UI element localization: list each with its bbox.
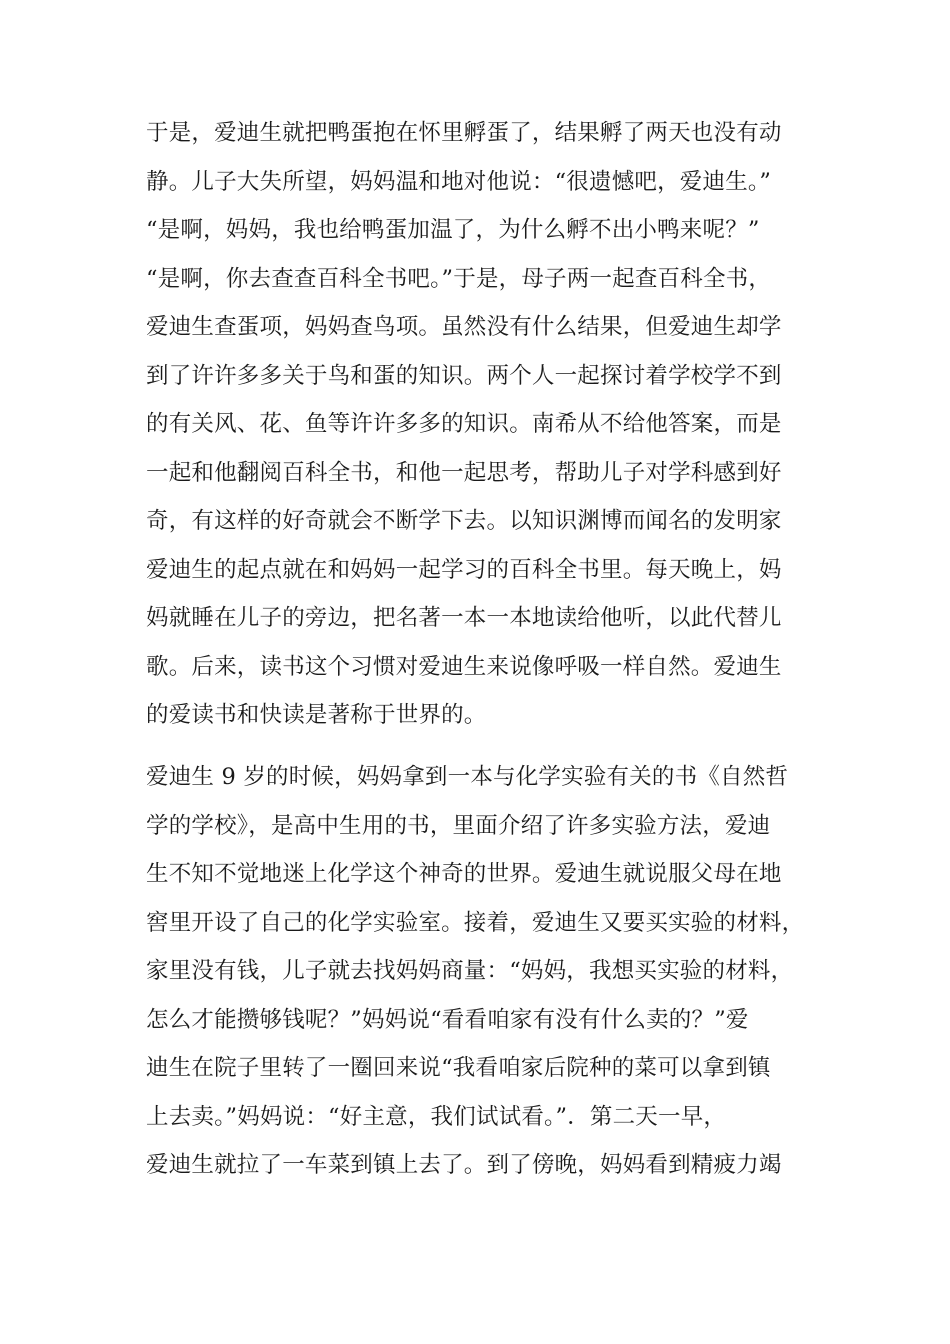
- paragraph-1: [146, 109, 806, 740]
- paragraph-line: 爱迪生 9 岁的时候，妈妈拿到一本与化学实验有关的书《自然哲: [146, 764, 789, 790]
- paragraph-line: 的有关风、花、鱼等许许多多的知识。南希从不给他答案，而是: [146, 411, 782, 437]
- paragraph-line: 奇，有这样的好奇就会不断学下去。以知识渊博而闻名的发明家: [146, 508, 782, 534]
- paragraph-line: 歌。后来，读书这个习惯对爱迪生来说像呼吸一样自然。爱迪生: [146, 653, 782, 680]
- paragraph-line: 怎么才能攒够钱呢？”妈妈说“看看咱家有没有什么卖的？”爱: [146, 1006, 749, 1033]
- paragraph-line: 妈就睡在儿子的旁边，把名著一本一本地读给他听，以此代替儿: [146, 605, 782, 631]
- paragraph-line: 迪生在院子里转了一圈回来说“我看咱家后院种的菜可以拿到镇: [146, 1055, 771, 1081]
- paragraph-line: 生不知不觉地迷上化学这个神奇的世界。爱迪生就说服父母在地: [146, 861, 782, 887]
- paragraph-line: 于是，爱迪生就把鸭蛋抱在怀里孵蛋了，结果孵了两天也没有动: [146, 120, 782, 146]
- paragraph-line: 爱迪生查蛋项，妈妈查鸟项。虽然没有什么结果，但爱迪生却学: [146, 314, 782, 340]
- paragraph-line: 静。儿子大失所望，妈妈温和地对他说：“很遗憾吧，爱迪生。”: [146, 168, 772, 195]
- paragraph-2: [146, 753, 806, 1190]
- paragraph-line: 家里没有钱，儿子就去找妈妈商量：“妈妈，我想买实验的材料，: [146, 958, 794, 984]
- paragraph-line: 到了许许多多关于鸟和蛋的知识。两个人一起探讨着学校学不到: [146, 362, 782, 389]
- paragraph-line: “是啊，妈妈，我也给鸭蛋加温了，为什么孵不出小鸭来呢？”: [146, 217, 760, 243]
- paragraph-line: 一起和他翻阅百科全书，和他一起思考，帮助儿子对学科感到好: [146, 459, 782, 486]
- paragraph-line: 窖里开设了自己的化学实验室。接着，爱迪生又要买实验的材料，: [146, 909, 805, 936]
- paragraph-line: 上去卖。”妈妈说：“好主意，我们试试看。”．第二天一早，: [146, 1103, 727, 1130]
- paragraph-line: 爱迪生就拉了一车菜到镇上去了。到了傍晚，妈妈看到精疲力竭: [146, 1152, 782, 1178]
- paragraph-line: 学的学校》，是高中生用的书，里面介绍了许多实验方法，爱迪: [146, 812, 771, 839]
- paragraph-line: 的爱读书和快读是著称于世界的。: [146, 702, 487, 728]
- paragraph-line: “是啊，你去查查百科全书吧。”于是，母子两一起查百科全书，: [146, 265, 772, 292]
- paragraph-line: 爱迪生的起点就在和妈妈一起学习的百科全书里。每天晚上，妈: [146, 556, 782, 583]
